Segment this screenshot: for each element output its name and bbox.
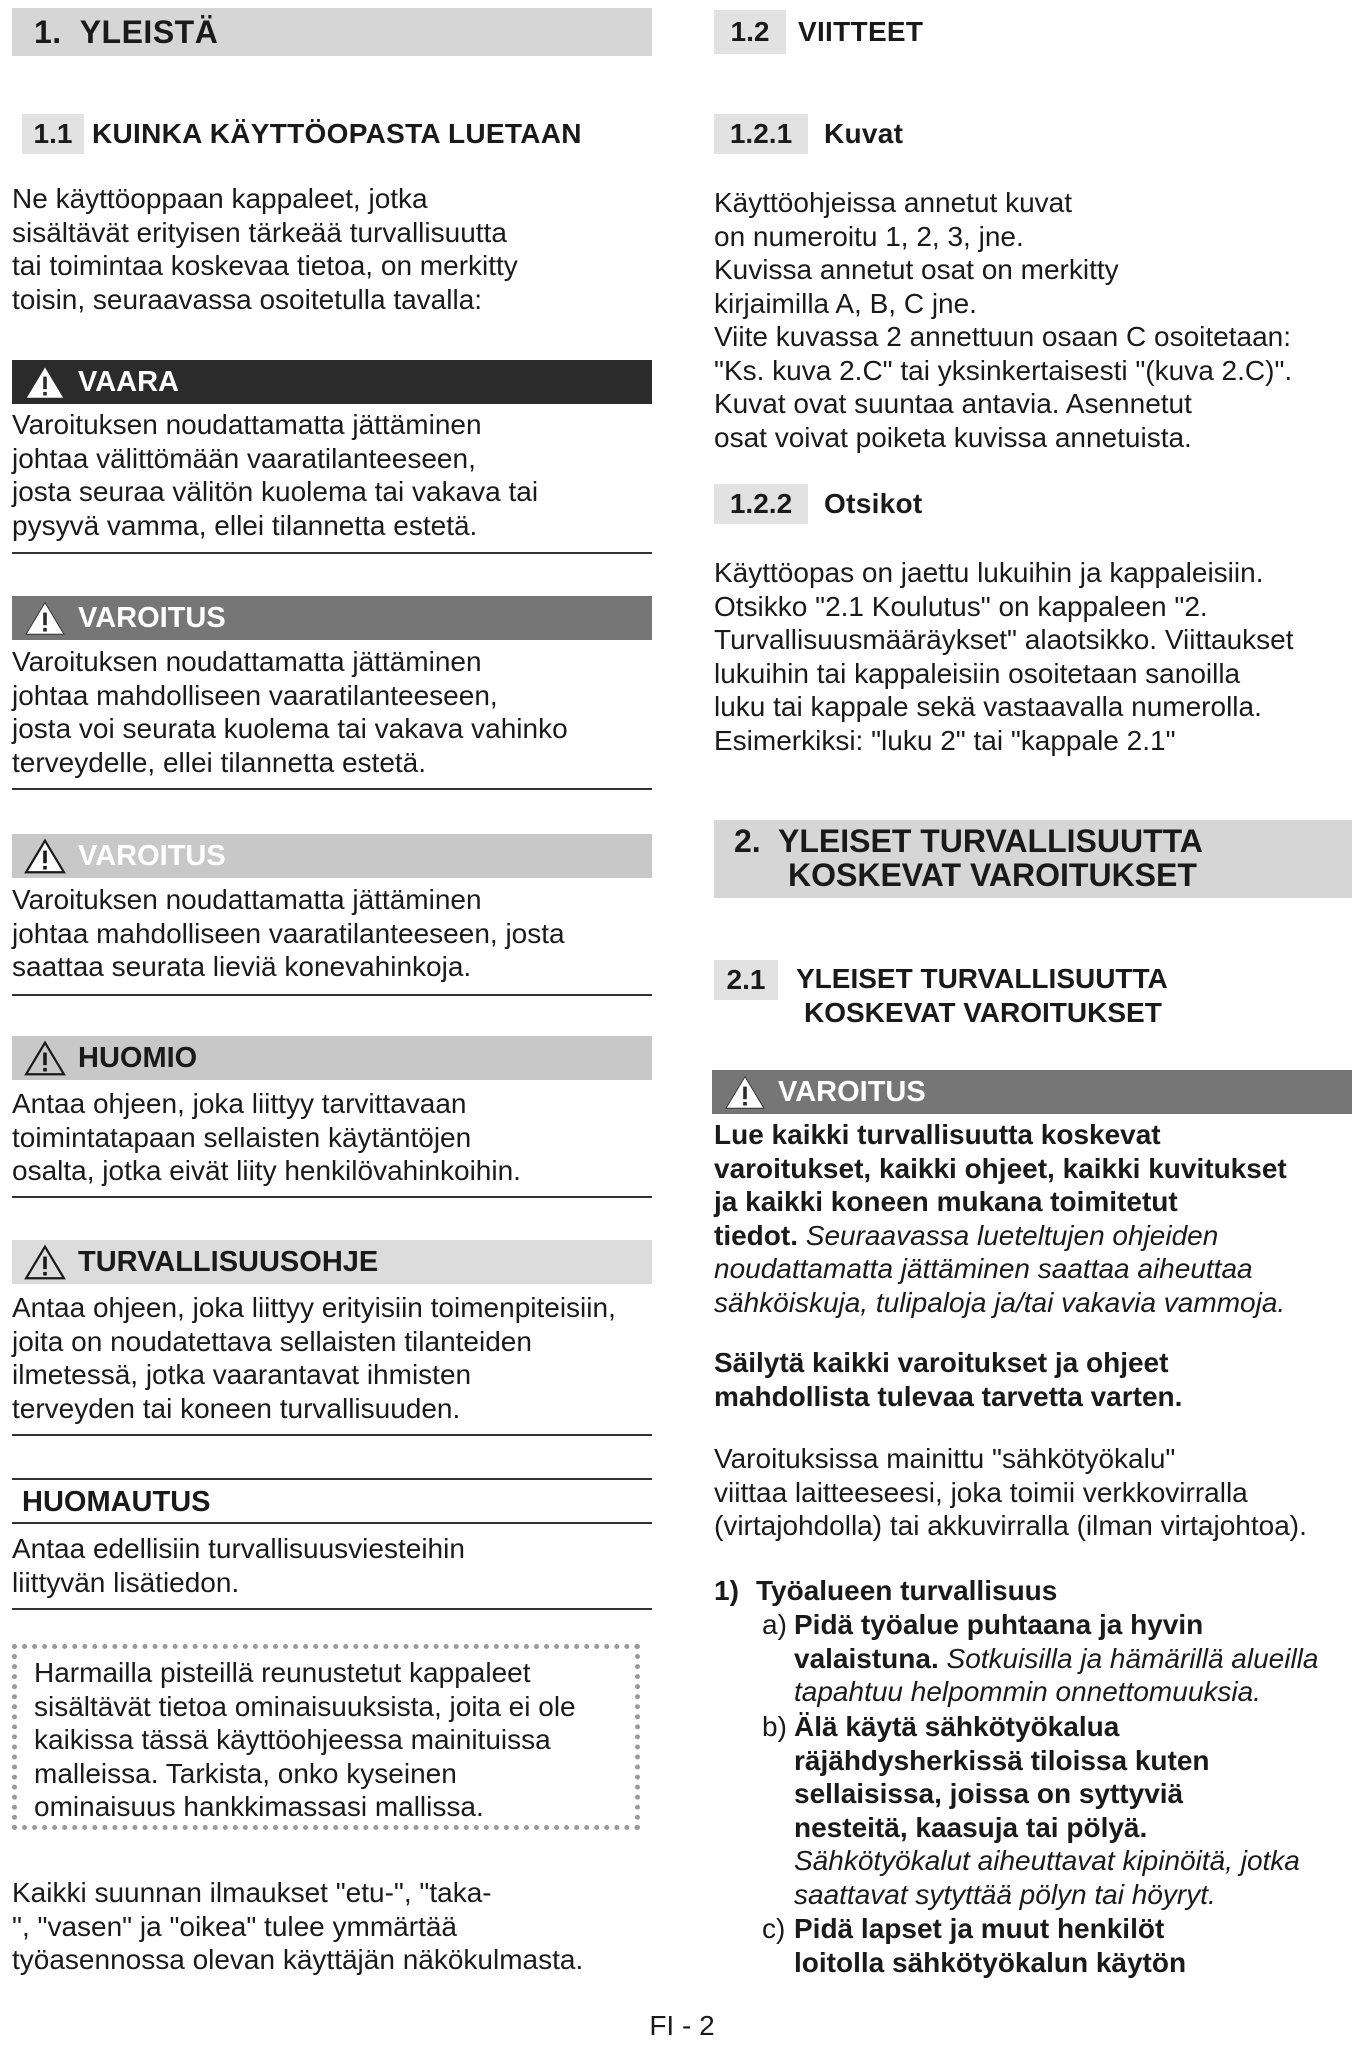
warning-triangle-icon (722, 1074, 768, 1110)
divider (12, 1478, 652, 1480)
divider (12, 1434, 652, 1436)
chapter-title-line1: YLEISET TURVALLISUUTTA (778, 823, 1203, 859)
varoitus-label: VAROITUS (778, 1076, 926, 1108)
directions-paragraph: Kaikki suunnan ilmaukset "etu-", "taka- ", "vasen" ja "oikea" tulee ymmärtää työasennossa olevan käyttäjän näkökulmasta. (12, 1877, 584, 1975)
section-title-line1: YLEISET TURVALLISUUTTA (796, 963, 1168, 994)
divider (12, 552, 652, 554)
optional-feature-text: Harmailla pisteillä reunustetut kappaleet sisältävät tietoa ominaisuuksista, joita ei ole kaikissa tässä käyttöohjeessa mainituissa malleissa. Tarkista, onko kyseinen ominaisuus hankkimassasi mallissa. (34, 1657, 576, 1822)
section-number: 2.1 (714, 960, 778, 1000)
keep-instructions: Säilytä kaikki varoitukset ja ohjeet mahdollista tulevaa tarvetta varten. (714, 1347, 1183, 1412)
kuvat-paragraph: Käyttöohjeissa annetut kuvat on numeroitu 1, 2, 3, jne. Kuvissa annetut osat on merkitty kirjaimilla A, B, C jne. Viite kuvassa 2 annettuun osaan C osoitetaan: "Ks. kuva 2.C" tai yksinkertaisesti "(kuva 2.C)". Kuvat ovat suuntaa antavia. Asennetut osat voivat poiketa kuvissa annetuista. (714, 187, 1293, 453)
item-b: Älä käytä sähkötyökalua räjähdysherkissä tiloissa kuten sellaisissa, joissa on syttyviä nesteitä, kaasuja tai pölyä. Sähkötyökalut aiheuttavat kipinöitä, jotka saattavat sytyttää pölyn tai höyryt. (794, 1711, 1300, 1910)
chapter-title-line2: KOSKEVAT VAROITUKSET (788, 857, 1197, 893)
huomautus-label: HUOMAUTUS (22, 1486, 211, 1518)
warning-triangle-icon (22, 1244, 68, 1280)
list-title: Työalueen turvallisuus (756, 1575, 1058, 1606)
chapter-number: 2. (734, 823, 761, 859)
divider (12, 1522, 652, 1524)
page-number: FI - 2 (649, 2010, 715, 2041)
item-letter: b) (762, 1711, 787, 1742)
subsection-number: 1.2.1 (714, 114, 808, 154)
vaara-label: VAARA (78, 366, 179, 398)
section-title-line2: KOSKEVAT VAROITUKSET (804, 997, 1162, 1028)
huomio-label: HUOMIO (78, 1042, 198, 1074)
subsection-number: 1.2.2 (714, 484, 808, 524)
warning-triangle-icon (22, 838, 68, 874)
section-number: 1.2 (714, 10, 786, 54)
chapter-heading (714, 820, 1352, 898)
warning-triangle-icon (22, 1040, 68, 1076)
huomio-text: Antaa ohjeen, joka liittyy tarvittavaan toimintatapaan sellaisten käytäntöjen osalta, jotka eivät liity henkilövahinkoihin. (12, 1088, 521, 1186)
warning-triangle-icon (22, 600, 68, 636)
item-a: Pidä työalue puhtaana ja hyvin valaistuna. Sotkuisilla ja hämärillä alueilla tapahtuu helpommin onnettomuuksia. (794, 1609, 1319, 1707)
chapter-title: YLEISTÄ (79, 14, 219, 50)
vaara-text: Varoituksen noudattamatta jättäminen johtaa välittömään vaaratilanteeseen, josta seuraa välitön kuolema tai vakava tai pysyvä vamma, ellei tilannetta estetä. (12, 409, 539, 541)
turvallisuusohje-bar (12, 1240, 652, 1284)
turvallisuusohje-label: TURVALLISUUSOHJE (78, 1246, 379, 1278)
turvallisuusohje-text: Antaa ohjeen, joka liittyy erityisiin toimenpiteisiin, joita on noudatettava sellaisten tilanteiden ilmetessä, jotka vaarantavat ihmisten terveyden tai koneen turvallisuuden. (12, 1292, 616, 1424)
divider (12, 1608, 652, 1610)
varoitus-bar (12, 834, 652, 878)
varoitus-bar (12, 596, 652, 640)
divider (12, 994, 652, 996)
list-number: 1) (714, 1575, 739, 1606)
vaara-bar (12, 360, 652, 404)
subsection-title: Otsikot (824, 488, 923, 519)
otsikot-paragraph: Käyttöopas on jaettu lukuihin ja kappaleisiin. Otsikko "2.1 Koulutus" on kappaleen "2. Turvallisuusmääräykset" alaotsikko. Viittaukset lukuihin tai kappaleisiin osoitetaan sanoilla luku tai kappale sekä vastaavalla numerolla. Esimerkiksi: "luku 2" tai "kappale 2.1" (714, 557, 1294, 756)
varoitus-label: VAROITUS (78, 602, 226, 634)
section-number: 1.1 (22, 114, 84, 154)
read-all-warnings: Lue kaikki turvallisuutta koskevat varoitukset, kaikki ohjeet, kaikki kuvitukset ja kaikki koneen mukana toimitetut tiedot. Seuraavassa lueteltujen ohjeiden noudattamatta jättäminen saattaa aiheuttaa sähköiskuja, tulipaloja ja/tai vakavia vammoja. (714, 1119, 1287, 1318)
varoitus-text: Varoituksen noudattamatta jättäminen johtaa mahdolliseen vaaratilanteeseen, josta voi seurata kuolema tai vakava vahinko terveydelle, ellei tilannetta estetä. (12, 646, 568, 778)
item-letter: c) (762, 1913, 786, 1944)
power-tool-definition: Varoituksissa mainittu "sähkötyökalu" viittaa laitteeseesi, joka toimii verkkovirralla (virtajohdolla) tai akkuvirralla (ilman virtajohtoa). (714, 1443, 1307, 1541)
divider (12, 1196, 652, 1198)
subsection-title: Kuvat (824, 118, 904, 149)
huomio-bar (12, 1036, 652, 1080)
intro-paragraph: Ne käyttöoppaan kappaleet, jotka sisältävät erityisen tärkeää turvallisuutta tai toimintaa koskevaa tietoa, on merkitty toisin, seuraavassa osoitetulla tavalla: (12, 183, 518, 315)
varoitus-bar (712, 1070, 1352, 1114)
item-letter: a) (762, 1609, 787, 1640)
huomautus-text: Antaa edellisiin turvallisuusviesteihin liittyvän lisätiedon. (12, 1533, 465, 1598)
section-title: VIITTEET (798, 16, 924, 47)
chapter-heading (12, 8, 652, 56)
warning-triangle-icon (22, 364, 68, 400)
varoitus-text: Varoituksen noudattamatta jättäminen johtaa mahdolliseen vaaratilanteeseen, josta saattaa seurata lieviä konevahinkoja. (12, 884, 565, 982)
divider (12, 788, 652, 790)
item-c: Pidä lapset ja muut henkilöt loitolla sähkötyökalun käytön (794, 1913, 1187, 1978)
chapter-number: 1. (34, 14, 62, 50)
section-title: KUINKA KÄYTTÖOPASTA LUETAAN (92, 118, 582, 149)
varoitus-label: VAROITUS (78, 840, 226, 872)
